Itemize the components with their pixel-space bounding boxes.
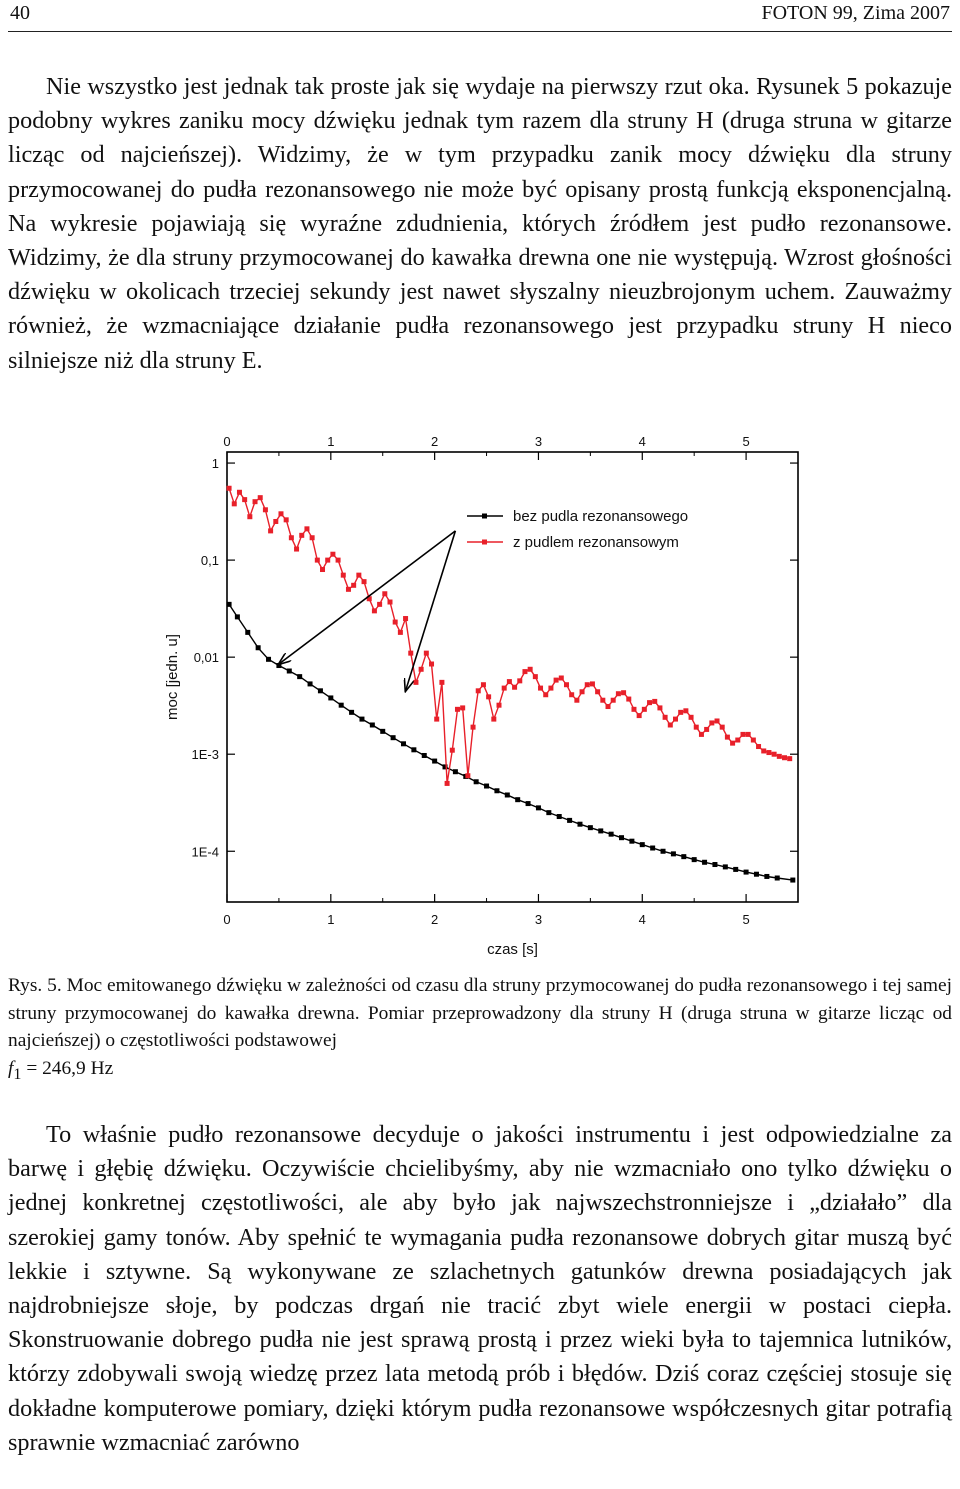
series-wood-point [370, 722, 375, 727]
x-tick-label-top: 3 [534, 434, 543, 449]
series-soundboard-point [652, 699, 657, 704]
series-soundboard-point [387, 600, 392, 605]
series-wood-point [339, 703, 344, 708]
series-soundboard-point [330, 552, 335, 557]
series-wood-point [318, 688, 323, 693]
series-wood-point [671, 851, 676, 856]
series-soundboard-point [766, 750, 771, 755]
series-soundboard-point [538, 686, 543, 691]
series-wood-point [227, 602, 232, 607]
legend-soundboard-marker [482, 540, 487, 545]
series-wood-point [702, 860, 707, 865]
series-soundboard-point [232, 501, 237, 506]
series-soundboard-point [699, 732, 704, 737]
series-wood-point [266, 657, 271, 662]
series-soundboard-point [289, 535, 294, 540]
series-wood-point [650, 846, 655, 851]
series-soundboard-point [497, 703, 502, 708]
series-soundboard-point [616, 691, 621, 696]
series-soundboard-point [517, 678, 522, 683]
series-wood-point [505, 792, 510, 797]
series-soundboard-point [242, 497, 247, 502]
series-wood-point [411, 747, 416, 752]
series-soundboard-point [637, 713, 642, 718]
series-soundboard-point [403, 616, 408, 621]
series-soundboard-point [434, 717, 439, 722]
series-wood-point [359, 717, 364, 722]
series-soundboard-point [673, 717, 678, 722]
series-wood-point [328, 695, 333, 700]
series-wood-point [640, 842, 645, 847]
caption-text: Moc emitowanego dźwięku w zależności od czasu dla struny przymocowanej do pudła rezonansowego i tej samej struny przymocowanej do kawałka drewna. Pomiar przeprowadzony dla struny H (druga struna w gitarze licząc od najcieńszej) o częstotliwości podstawowej [8, 975, 952, 1051]
series-wood-point [526, 801, 531, 806]
series-soundboard-point [694, 725, 699, 730]
series-soundboard-point [606, 704, 611, 709]
frequency-symbol: f [8, 1057, 14, 1079]
series-soundboard-point [253, 499, 258, 504]
series-soundboard-point [782, 755, 787, 760]
series-soundboard-point [455, 707, 460, 712]
series-wood-point [681, 854, 686, 859]
x-tick-label-bottom: 2 [431, 912, 439, 927]
series-wood-point [453, 769, 458, 774]
series-soundboard-point [631, 707, 636, 712]
series-wood-point [723, 864, 728, 869]
series-soundboard-point [237, 490, 242, 495]
series-soundboard-point [704, 727, 709, 732]
series-soundboard-point [424, 651, 429, 656]
paragraph-soundboard: To właśnie pudło rezonansowe decyduje o jakości instrumentu i jest odpowiedzialne za barwę i głębię dźwięku. Oczywiście chcielibyśmy, aby nie wzmacniało ono tylko dźwięku o jednej konkretnej częstotliwości, ale aby było jak najwszechstronniejsze i „działało” dla szerokiej gamy tonów. Aby spełnić te wymagania pudła rezonansowe dobrych gitar muszą być lekkie i sztywne. Są wykonywane ze szlachetnych gatunków drewna posiadających jak najdrobniejsze słoje, by podczas drgań nie tracić zbyt wiele energii w postaci ciepła. Skonstruowanie dobrego pudła nie jest sprawą prostą i przez wieki była to tajemnica lutników, którzy zdobywali swoją wiedzę przez lata metodą prób i błędów. Dziś coraz częściej stosuje się dokładne komputerowe pomiary, dzięki którym pudła rezonansowe współczesnych gitar potrafią sprawnie wzmacniać zarówno [8, 1121, 952, 1456]
x-axis-label: czas [s] [487, 941, 538, 958]
series-soundboard-point [227, 486, 232, 491]
series-soundboard-point [730, 741, 735, 746]
series-soundboard-point [735, 738, 740, 743]
series-soundboard-point [346, 587, 351, 592]
series-soundboard-point [507, 679, 512, 684]
series-soundboard-point [465, 773, 470, 778]
x-tick-label-top: 5 [742, 434, 750, 449]
series-soundboard-point [413, 680, 418, 685]
y-tick-label: 1 [211, 456, 219, 472]
x-tick-label-top: 2 [431, 434, 439, 449]
series-wood-point [790, 878, 795, 883]
series-soundboard-point [393, 620, 398, 625]
series-wood-point [536, 805, 541, 810]
series-soundboard-point [533, 674, 538, 679]
series-soundboard-point [689, 715, 694, 720]
series-soundboard-point [273, 519, 278, 524]
series-soundboard-point [559, 675, 564, 680]
x-tick-label-bottom: 4 [638, 912, 646, 927]
series-wood-point [474, 779, 479, 784]
running-title: FOTON 99, Zima 2007 [761, 2, 950, 24]
series-wood-point [557, 814, 562, 819]
series-soundboard-point [772, 752, 777, 757]
y-tick-label: 0,01 [193, 650, 219, 666]
series-soundboard-point [372, 608, 377, 613]
series-wood-point [245, 630, 250, 635]
series-soundboard-point [310, 535, 315, 540]
series-wood-point [733, 867, 738, 872]
series-soundboard-point [528, 667, 533, 672]
series-soundboard-point [564, 682, 569, 687]
series-soundboard-point [663, 715, 668, 720]
power-decay-chart [155, 432, 815, 962]
series-soundboard-point [569, 692, 574, 697]
series-wood-point [692, 857, 697, 862]
series-soundboard-point [278, 511, 283, 516]
series-soundboard-point [585, 682, 590, 687]
x-tick-label-top: 1 [327, 434, 335, 449]
series-soundboard-point [543, 692, 548, 697]
series-soundboard-point [621, 690, 626, 695]
series-soundboard-point [746, 732, 751, 737]
x-tick-label-bottom: 0 [223, 912, 231, 927]
series-wood-point [297, 674, 302, 679]
series-soundboard-point [709, 720, 714, 725]
legend-wood-label: bez pudla rezonansowego [513, 508, 689, 525]
page-header [10, 0, 950, 30]
series-soundboard-point [377, 602, 382, 607]
series-soundboard-point [320, 567, 325, 572]
series-soundboard-point [725, 735, 730, 740]
series-soundboard-point [284, 517, 289, 522]
series-wood-point [775, 876, 780, 881]
page-number: 40 [10, 2, 30, 24]
series-soundboard-point [445, 781, 450, 786]
series-soundboard-point [341, 573, 346, 578]
series-soundboard-point [476, 688, 481, 693]
series-soundboard-point [580, 689, 585, 694]
series-wood-point [432, 759, 437, 764]
x-tick-label-bottom: 1 [327, 912, 335, 927]
series-wood-point [380, 729, 385, 734]
series-soundboard-point [740, 732, 745, 737]
series-soundboard-point [362, 579, 367, 584]
y-tick-label: 0,1 [200, 553, 219, 569]
series-wood-point [609, 832, 614, 837]
series-soundboard-point [611, 698, 616, 703]
series-soundboard-point [548, 686, 553, 691]
series-soundboard-point [336, 558, 341, 563]
series-soundboard-point [787, 756, 792, 761]
series-soundboard-point [419, 667, 424, 672]
series-wood-point [629, 839, 634, 844]
series-wood-point [619, 835, 624, 840]
series-soundboard-point [325, 558, 330, 563]
series-soundboard-point [429, 662, 434, 667]
series-soundboard-point [299, 533, 304, 538]
series-wood-point [588, 825, 593, 830]
series-soundboard-point [522, 669, 527, 674]
series-soundboard-point [294, 547, 299, 552]
figure-caption [8, 972, 952, 1088]
series-soundboard-point [315, 558, 320, 563]
series-soundboard-point [756, 744, 761, 749]
series-soundboard-point [626, 697, 631, 702]
series-wood-point [256, 645, 261, 650]
series-wood-point [744, 870, 749, 875]
series-soundboard-point [678, 710, 683, 715]
series-soundboard-point [304, 526, 309, 531]
figure-5 [155, 432, 815, 962]
legend-soundboard-label: z pudlem rezonansowym [513, 534, 679, 551]
x-tick-label-top: 4 [638, 434, 646, 449]
series-soundboard-point [502, 686, 507, 691]
series-soundboard-point [460, 705, 465, 710]
series-soundboard-point [247, 514, 252, 519]
series-soundboard-point [751, 738, 756, 743]
frequency-value: = 246,9 Hz [21, 1057, 114, 1079]
series-soundboard-point [554, 678, 559, 683]
series-soundboard-point [263, 507, 268, 512]
series-soundboard-point [715, 718, 720, 723]
series-wood-point [287, 669, 292, 674]
caption-label: Rys. 5. [8, 975, 62, 996]
header-rule [8, 31, 952, 32]
paragraph-intro: Nie wszystko jest jednak tak proste jak się wydaje na pierwszy rzut oka. Rysunek 5 pokazuje podobny wykres zaniku mocy dźwięku jednak tym razem dla struny H (druga struna w gitarze licząc od najcieńszej). Widzimy, że w tym przypadku zanik mocy dźwięku dla struny przymocowanej do pudła rezonansowego nie może być opisany prostą funkcją eksponencjalną. Na wykresie pojawiają się wyraźne zdudnienia, których źródłem jest pudło rezonansowe. Widzimy, że dla struny przymocowanej do kawałka drewna one nie występują. Wzrost głośności dźwięku w okolicach trzeciej sekundy jest nawet słyszalny nieuzbrojonym uchem. Zauważmy również, że wzmacniające działanie pudła rezonansowego jest przypadku struny H nieco silniejsze niż dla struny E. [8, 73, 952, 374]
series-soundboard-point [777, 754, 782, 759]
series-soundboard-point [258, 495, 263, 500]
series-wood-point [484, 784, 489, 789]
series-soundboard-point [491, 717, 496, 722]
series-wood-point [422, 753, 427, 758]
series-wood-point [764, 874, 769, 879]
series-wood-point [598, 828, 603, 833]
series-soundboard-point [512, 685, 517, 690]
series-soundboard-point [600, 698, 605, 703]
series-soundboard-point [574, 698, 579, 703]
series-soundboard-point [595, 689, 600, 694]
series-wood-point [546, 810, 551, 815]
legend-wood-marker [482, 514, 487, 519]
series-wood-point [567, 818, 572, 823]
series-soundboard-point [481, 682, 486, 687]
series-wood-point [661, 849, 666, 854]
series-wood-point [712, 862, 717, 867]
series-soundboard-point [668, 722, 673, 727]
series-soundboard-point [450, 748, 455, 753]
series-soundboard-point [761, 748, 766, 753]
series-wood-point [515, 797, 520, 802]
x-tick-label-bottom: 3 [534, 912, 543, 927]
series-soundboard-point [590, 681, 595, 686]
series-soundboard-point [486, 694, 491, 699]
series-wood-point [349, 710, 354, 715]
series-soundboard-point [382, 591, 387, 596]
y-axis-label: moc [jedn. u] [164, 634, 181, 720]
x-tick-label-top: 0 [223, 434, 231, 449]
series-wood-point [308, 681, 313, 686]
series-soundboard-point [439, 680, 444, 685]
series-soundboard-point [356, 573, 361, 578]
y-tick-label: 1E-4 [191, 844, 219, 860]
series-soundboard-point [720, 725, 725, 730]
series-soundboard-point [408, 651, 413, 656]
series-soundboard-point [657, 705, 662, 710]
series-wood-point [494, 788, 499, 793]
series-soundboard-point [351, 583, 356, 588]
x-tick-label-bottom: 5 [742, 912, 750, 927]
series-soundboard-point [471, 725, 476, 730]
series-soundboard-point [268, 528, 273, 533]
series-wood-point [235, 614, 240, 619]
y-tick-label: 1E-3 [191, 747, 219, 763]
series-soundboard-point [683, 708, 688, 713]
series-wood-point [754, 872, 759, 877]
series-wood-point [577, 822, 582, 827]
series-soundboard-point [398, 630, 403, 635]
series-wood-point [401, 741, 406, 746]
frequency-subscript: 1 [13, 1065, 22, 1083]
series-wood-point [391, 735, 396, 740]
series-soundboard-point [642, 707, 647, 712]
series-soundboard-point [647, 700, 652, 705]
